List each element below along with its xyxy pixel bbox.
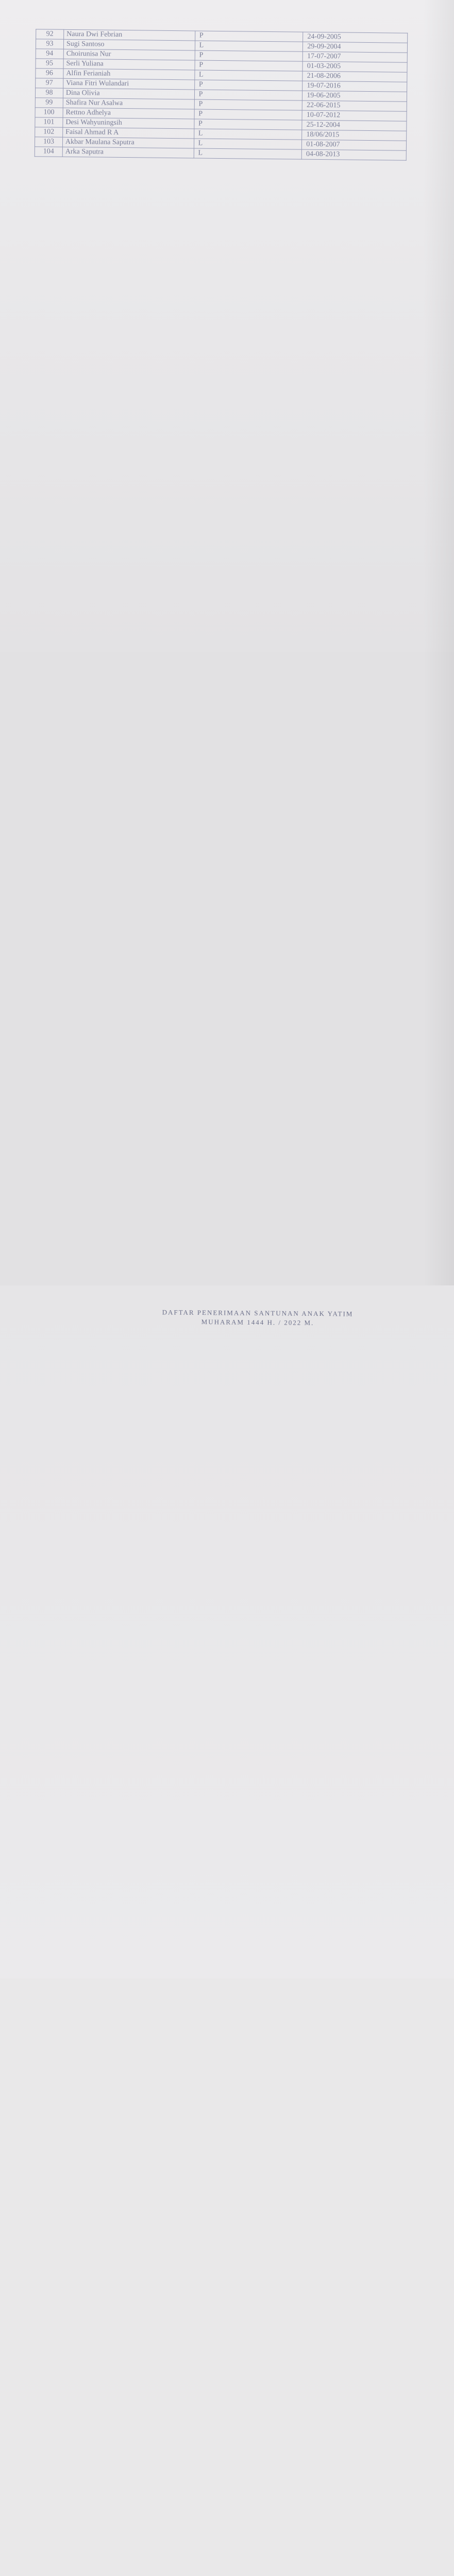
birth-date: 19-07-2016 xyxy=(302,81,407,92)
recipient-name: Alfin Ferianiah xyxy=(63,69,195,80)
birth-date: 29-09-2004 xyxy=(303,42,408,53)
recipient-name: Shafira Nur Asalwa xyxy=(63,98,194,109)
birth-date: 18/06/2015 xyxy=(302,130,407,141)
gender-cell: P xyxy=(194,80,302,91)
gender-cell: L xyxy=(194,139,302,149)
row-number: 104 xyxy=(35,147,62,157)
gender-cell: L xyxy=(195,41,303,52)
gender-cell: P xyxy=(194,119,302,130)
row-number: 96 xyxy=(36,69,63,79)
document-page-3 xyxy=(0,1285,454,1978)
birth-date: 19-06-2005 xyxy=(302,91,407,101)
birth-date: 21-08-2006 xyxy=(302,71,407,82)
row-number: 98 xyxy=(35,88,63,98)
recipient-name: Viana Fitri Wulandari xyxy=(63,78,195,90)
recipient-name: Akbar Maulana Saputra xyxy=(62,137,194,148)
row-number: 93 xyxy=(36,39,63,49)
gender-cell: L xyxy=(194,70,302,81)
birth-date: 01-03-2005 xyxy=(302,61,407,72)
birth-date: 17-07-2007 xyxy=(302,52,407,62)
recipient-name: Naura Dwi Febrian xyxy=(64,29,195,41)
recipient-name: Sugi Santoso xyxy=(63,39,195,50)
gender-cell: P xyxy=(194,109,302,120)
recipient-table-page-1 xyxy=(35,29,408,161)
recipient-name: Dina Olivia xyxy=(63,88,194,99)
recipient-name: Faisal Ahmad R A xyxy=(63,127,194,139)
birth-date: 22-06-2015 xyxy=(302,100,407,111)
row-number: 94 xyxy=(36,49,63,59)
recipient-name: Serli Yuliana xyxy=(63,59,195,70)
gender-cell: P xyxy=(195,50,303,61)
gender-cell: L xyxy=(194,148,302,159)
row-number: 100 xyxy=(35,108,63,118)
birth-date: 04-08-2013 xyxy=(301,149,406,160)
row-number: 92 xyxy=(36,29,64,40)
recipient-name: Rettno Adhelya xyxy=(63,108,194,119)
gender-cell: P xyxy=(194,90,302,100)
birth-date: 25-12-2004 xyxy=(302,120,407,131)
row-number: 101 xyxy=(35,117,63,128)
document-title: DAFTAR PENERIMAAN SANTUNAN ANAK YATIM xyxy=(162,1308,354,1318)
recipient-name: Arka Saputra xyxy=(62,147,194,158)
birth-date: 10-07-2012 xyxy=(302,110,407,121)
row-number: 103 xyxy=(35,137,62,147)
document-page-2 xyxy=(0,652,454,1285)
row-number: 99 xyxy=(35,98,63,108)
document-subtitle: MUHARAM 1444 H. / 2022 M. xyxy=(201,1318,314,1327)
row-number: 95 xyxy=(36,59,63,69)
gender-cell: P xyxy=(195,60,303,71)
row-number: 97 xyxy=(36,78,63,89)
birth-date: 24-09-2005 xyxy=(303,32,408,43)
birth-date: 01-08-2007 xyxy=(302,140,407,150)
recipient-name: Choirunisa Nur xyxy=(63,49,195,60)
gender-cell: L xyxy=(194,129,302,140)
gender-cell: P xyxy=(194,99,302,110)
gender-cell: P xyxy=(195,31,303,42)
recipient-name: Desi Wahyuningsih xyxy=(63,117,194,129)
document-page-1 xyxy=(0,0,454,652)
row-number: 102 xyxy=(35,127,63,138)
